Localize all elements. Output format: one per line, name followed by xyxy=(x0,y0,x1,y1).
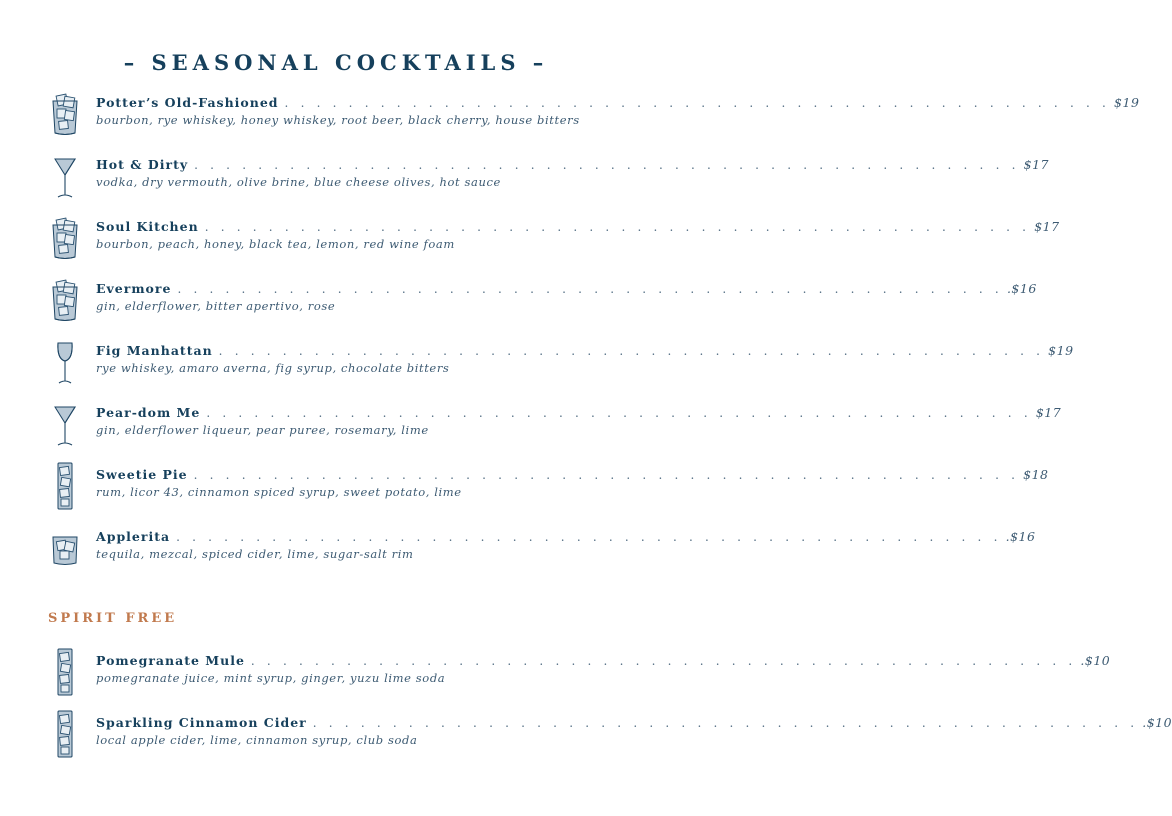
item-name: Fig Manhattan xyxy=(96,343,213,358)
item-price: .$16 xyxy=(1005,529,1036,544)
item-name: Sparkling Cinnamon Cider xyxy=(96,715,307,730)
item-description: bourbon, peach, honey, black tea, lemon, red wine foam xyxy=(96,237,455,251)
item-name: Potter’s Old-Fashioned xyxy=(96,95,279,110)
short-rocks-glass-icon xyxy=(48,523,82,575)
item-name: Soul Kitchen xyxy=(96,219,199,234)
menu-item xyxy=(48,529,1036,581)
leader-dots: . . . . . . . . . . . . . . . . . . . . . . . . . . . . . . . . . . . . . . . . . . . . . . . . . . . . xyxy=(176,530,1002,544)
menu-item xyxy=(48,157,1049,209)
item-description: pomegranate juice, mint syrup, ginger, yuzu lime soda xyxy=(96,671,446,685)
item-description: local apple cider, lime, cinnamon syrup, club soda xyxy=(96,733,418,747)
highball-glass-icon xyxy=(48,461,82,513)
menu-item xyxy=(48,715,1172,767)
leader-dots: . . . . . . . . . . . . . . . . . . . . . . . . . . . . . . . . . . . . . . . . . . . . . . . . . . . . xyxy=(204,220,1031,234)
leader-dots: . . . . . . . . . . . . . . . . . . . . . . . . . . . . . . . . . . . . . . . . . . . . . . . . . . . . xyxy=(312,716,1139,730)
leader-dots: . . . . . . . . . . . . . . . . . . . . . . . . . . . . . . . . . . . . . . . . . . . . . . . . . . . . xyxy=(194,158,1020,172)
item-description: gin, elderflower, bitter apertivo, rose xyxy=(96,299,336,313)
item-description: tequila, mezcal, spiced cider, lime, sugar-salt rim xyxy=(96,547,414,561)
rocks-glass-ice-icon xyxy=(48,213,82,265)
menu-item xyxy=(48,281,1037,333)
leader-dots: . . . . . . . . . . . . . . . . . . . . . . . . . . . . . . . . . . . . . . . . . . . . . . . . . . . . xyxy=(206,406,1032,420)
menu-item xyxy=(48,343,1074,395)
item-name: Hot & Dirty xyxy=(96,157,189,172)
item-description: rum, licor 43, cinnamon spiced syrup, sweet potato, lime xyxy=(96,485,462,499)
item-price: $18 xyxy=(1023,467,1049,482)
item-name: Pear-dom Me xyxy=(96,405,201,420)
leader-dots: . . . . . . . . . . . . . . . . . . . . . . . . . . . . . . . . . . . . . . . . . . . . . . . . . . . . xyxy=(218,344,1045,358)
menu-item xyxy=(48,405,1062,457)
item-price: $17 xyxy=(1023,157,1049,172)
martini-glass-icon xyxy=(48,151,82,203)
menu-item xyxy=(48,653,1111,705)
leader-dots: . . . . . . . . . . . . . . . . . . . . . . . . . . . . . . . . . . . . . . . . . . . . . . . . . . . . xyxy=(284,96,1111,110)
leader-dots: . . . . . . . . . . . . . . . . . . . . . . . . . . . . . . . . . . . . . . . . . . . . . . . . . . . . xyxy=(250,654,1077,668)
item-price: .$10 xyxy=(1142,715,1172,730)
menu-item xyxy=(48,467,1049,519)
item-description: rye whiskey, amaro averna, fig syrup, chocolate bitters xyxy=(96,361,450,375)
rocks-glass-ice-icon xyxy=(48,89,82,141)
rocks-glass-ice-icon xyxy=(48,275,82,327)
leader-dots: . . . . . . . . . . . . . . . . . . . . . . . . . . . . . . . . . . . . . . . . . . . . . . . . . . . . xyxy=(177,282,1003,296)
highball-glass-icon xyxy=(48,647,82,699)
item-price: $19 xyxy=(1114,95,1140,110)
item-description: vodka, dry vermouth, olive brine, blue cheese olives, hot sauce xyxy=(96,175,501,189)
item-name: Evermore xyxy=(96,281,172,296)
item-price: .$16 xyxy=(1006,281,1037,296)
martini-glass-icon xyxy=(48,399,82,451)
menu-item xyxy=(48,219,1060,271)
item-price: .$10 xyxy=(1080,653,1111,668)
item-price: $19 xyxy=(1048,343,1074,358)
item-description: bourbon, rye whiskey, honey whiskey, root beer, black cherry, house bitters xyxy=(96,113,580,127)
item-name: Pomegranate Mule xyxy=(96,653,245,668)
item-description: gin, elderflower liqueur, pear puree, rosemary, lime xyxy=(96,423,429,437)
item-price: $17 xyxy=(1034,219,1060,234)
item-price: $17 xyxy=(1035,405,1062,420)
page-title: – SEASONAL COCKTAILS – xyxy=(123,50,549,75)
item-name: Sweetie Pie xyxy=(96,467,188,482)
item-name: Applerita xyxy=(96,529,171,544)
menu-item xyxy=(48,95,1140,147)
leader-dots: . . . . . . . . . . . . . . . . . . . . . . . . . . . . . . . . . . . . . . . . . . . . . . . . . . . . xyxy=(193,468,1020,482)
nick-and-nora-glass-icon xyxy=(48,337,82,389)
section-title-spirit-free: SPIRIT FREE xyxy=(48,611,178,626)
highball-glass-icon xyxy=(48,709,82,761)
